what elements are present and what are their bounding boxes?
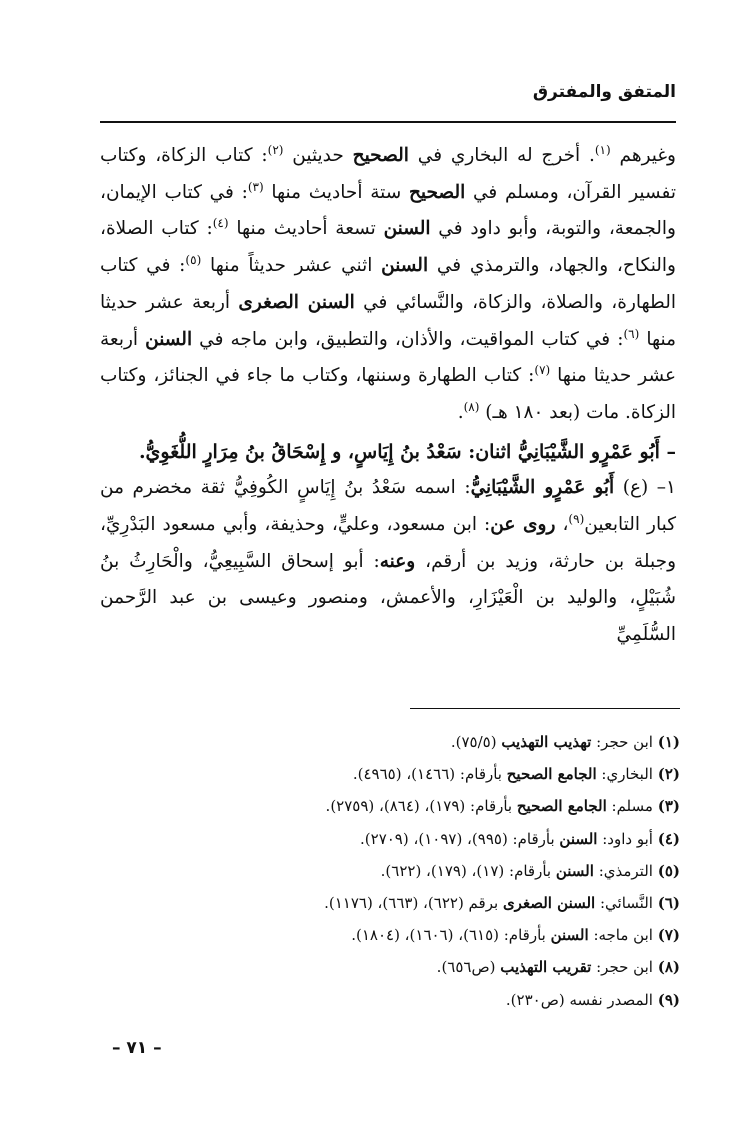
bold-term: الصحيح <box>408 181 466 203</box>
bold-term: الجامع الصحيح <box>506 765 597 784</box>
main-text <box>100 138 676 654</box>
text-run: اثني عشر حديثاً منها <box>201 255 382 277</box>
footnote-number: (٥) <box>657 861 680 880</box>
footnotes-list <box>200 726 680 1016</box>
footnote-item <box>200 951 680 983</box>
bold-term: السنن <box>381 255 429 277</box>
text-run: . أخرج له البخاري في <box>408 145 595 166</box>
bold-term: السنن الصغرى <box>238 291 355 313</box>
footnote-item <box>200 726 680 758</box>
paragraph <box>100 470 676 654</box>
footnote-item <box>200 919 680 951</box>
text-run: أبو داود: <box>597 829 658 848</box>
text-run: بأرقام: (١٤٦٦)، (٤٩٦٥). <box>352 765 507 784</box>
footnote-item <box>200 984 680 1016</box>
footnote-item <box>200 758 680 790</box>
text-run: ستة أحاديث منها <box>263 181 409 203</box>
bold-term: وعنه <box>379 550 416 572</box>
footnote-number: (٨) <box>657 958 680 977</box>
text-run: (٧٥/٥). <box>450 733 502 751</box>
footnote-number: (٢) <box>657 765 680 784</box>
running-head: المتفق والمفترق <box>532 82 676 102</box>
bold-term: السنن الصغرى <box>502 894 596 913</box>
footnote-number: (٦) <box>657 894 680 913</box>
bold-term: السنن <box>145 328 193 350</box>
text-run: ابن ماجه: <box>588 926 658 945</box>
text-run: ابن حجر: <box>591 958 658 977</box>
bold-term: – أَبُو عَمْرٍو الشَّيْبَانِيُّ <box>517 440 676 463</box>
paragraph <box>100 138 676 432</box>
text-run: : كتاب الطهارة وسننها، وكتاب ما جاء في الجنائز، وكتاب الزكاة. مات (بعد ١٨٠ هـ) <box>100 365 676 423</box>
text-run: بأرقام: (٦١٥)، (١٦٠٦)، (١٨٠٤). <box>351 926 551 945</box>
footnote-separator <box>410 708 680 709</box>
text-run: : أبو إسحاق السَّبِيعِيُّ، والْحَارِثُ بنُ شُبَيْلٍ، والوليد بن الْعَيْزَارِ، والأعمش، ومنصور وعيسى بن عبد الرَّحمن السُّلَمِيِّ <box>100 550 676 646</box>
text-run: : في كتاب الإيمان، والجمعة، والتوبة، وأبو داود في <box>100 181 676 240</box>
text-run: المصدر نفسه (ص٢٣٠). <box>505 990 658 1009</box>
footnote-number: (٤) <box>657 829 680 848</box>
footnote-ref[interactable]: (٩) <box>568 511 585 526</box>
text-run: وغيرهم <box>610 145 676 166</box>
section-heading <box>100 434 676 471</box>
bold-term: تقريب التهذيب <box>500 958 592 977</box>
footnote-number: (٩) <box>657 990 680 1009</box>
text-run: أربعة عشر حديثا منها <box>100 328 676 387</box>
text-run: النَّسائي: <box>595 894 658 913</box>
text-run: . <box>457 401 464 423</box>
footnote-ref[interactable]: (٢) <box>267 142 284 157</box>
text-run: بأرقام: (١٧٩)، (٨٦٤)، (٢٧٥٩). <box>325 797 517 816</box>
text-run: اثنان: سَعْدُ بنُ إِيَاسٍ، و إِسْحَاقُ بنُ مِرَارٍ اللُّغَوِيُّ. <box>138 440 518 463</box>
footnote-item <box>200 790 680 822</box>
footnote-number: (١) <box>657 733 680 751</box>
text-run: : اسمه سَعْدُ بنُ إِيَاسٍ الكُوفِيُّ ثقة مخضرم من كبار التابعين <box>100 477 676 536</box>
bold-term: السنن <box>383 218 431 240</box>
text-run: ابن حجر: <box>591 733 658 751</box>
text-run: ، <box>555 514 569 536</box>
footnote-ref[interactable]: (٧) <box>534 363 551 378</box>
footnote-ref[interactable]: (٤) <box>212 216 229 231</box>
text-run: بأرقام: (٩٩٥)، (١٠٩٧)، (٢٧٠٩). <box>360 829 560 848</box>
footnote-ref[interactable]: (٦) <box>623 326 640 341</box>
text-run: : في كتاب المواقيت، والأذان، والتطبيق، وابن ماجه في <box>192 328 624 350</box>
text-run: (ص٦٥٦). <box>436 958 501 977</box>
text-run: بأرقام: (١٧)، (١٧٩)، (٦٢٢). <box>380 861 556 880</box>
bold-term: السنن <box>559 829 598 848</box>
page-number: – ٧١ – <box>112 1038 162 1058</box>
bold-term: تهذيب التهذيب <box>501 733 592 751</box>
text-run: : ابن مسعود، وعليٍّ، وحذيفة، وأبي مسعود البَدْرِيِّ، وجبلة بن حارثة، وزيد بن أرقم، <box>100 514 677 572</box>
footnote-item <box>200 855 680 887</box>
text-run: البخاري: <box>596 765 658 784</box>
bold-term: السنن <box>550 926 589 945</box>
footnote-ref[interactable]: (٣) <box>247 179 264 194</box>
bold-term: الصحيح <box>352 145 409 166</box>
text-run: : كتاب الزكاة، وكتاب تفسير القرآن، ومسلم في <box>100 145 677 203</box>
text-run: : في كتاب الطهارة، والصلاة، والزكاة، والنَّسائي في <box>100 255 676 313</box>
footnote-number: (٣) <box>657 797 680 816</box>
bold-term: أَبُو عَمْرٍو الشَّيْبَانِيُّ <box>470 477 615 499</box>
footnote-number: (٧) <box>657 926 680 945</box>
text-run: الترمذي: <box>593 861 658 880</box>
footnote-ref[interactable]: (٥) <box>185 252 202 267</box>
text-run: تسعة أحاديث منها <box>228 218 384 240</box>
text-run: مسلم: <box>606 797 658 816</box>
footnote-item <box>200 823 680 855</box>
text-run: أربعة عشر حديثا منها <box>100 291 676 350</box>
bold-term: روى عن <box>490 514 556 536</box>
text-run: حديثين <box>283 145 353 166</box>
bold-term: الجامع الصحيح <box>516 797 607 816</box>
text-run: : كتاب الصلاة، والنكاح، والجهاد، والترمذي في <box>100 218 676 277</box>
text-run: برقم (٦٢٢)، (٦٦٣)، (١١٧٦). <box>324 894 503 913</box>
footnote-ref[interactable]: (٨) <box>463 399 480 414</box>
footnote-ref[interactable]: (١) <box>594 142 611 157</box>
header-rule <box>100 121 676 123</box>
bold-term: السنن <box>555 861 594 880</box>
text-run: ١– (ع) <box>614 477 676 499</box>
footnote-item <box>200 887 680 919</box>
